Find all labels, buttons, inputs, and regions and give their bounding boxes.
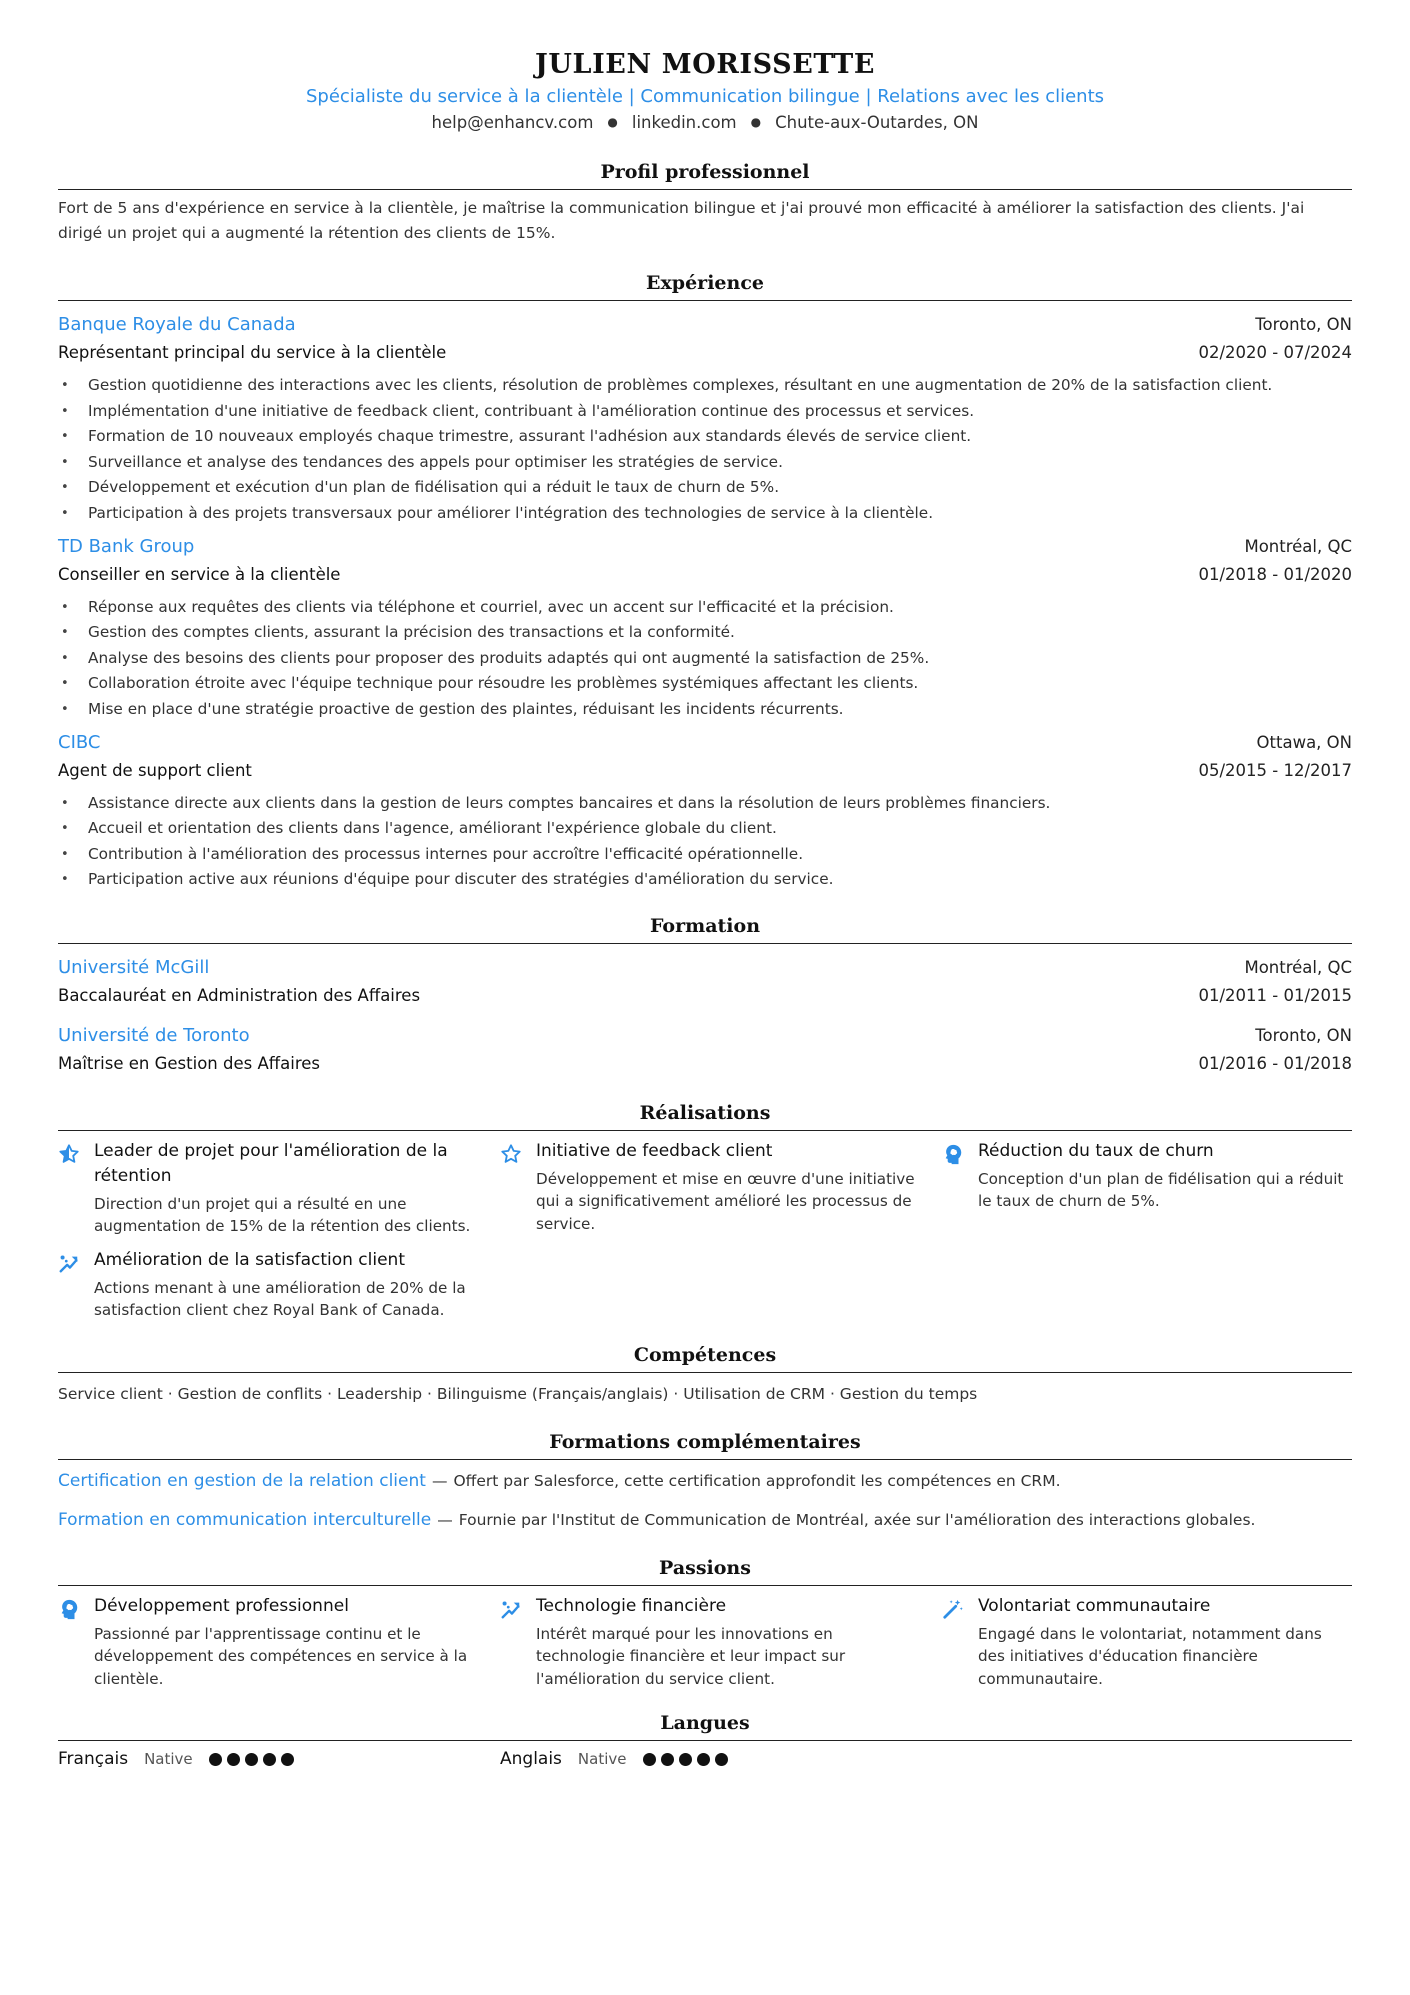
course-title[interactable]: Formation en communication interculturelle [58,1509,432,1530]
achievement-desc: Conception d'un plan de fidélisation qui a réduit le taux de churn de 5%. [978,1169,1344,1211]
section-title: Compétences [58,1342,1352,1373]
bullet-item: • Gestion quotidienne des interactions avec les clients, résolution de problèmes complexes, résultant en une augmentation de 20% de la satisfaction client. [58,373,1352,399]
em-dash: — [437,1510,453,1529]
passion-item [500,1594,942,1691]
bullet-item: • Surveillance et analyse des tendances des appels pour optimiser les stratégies de service. [58,450,1352,476]
job-dates: 01/2018 - 01/2020 [1198,564,1352,584]
contact-email[interactable]: help@enhancv.com [431,113,594,132]
section-title: Langues [58,1710,1352,1741]
section-passions [58,1555,1352,1691]
course-item [58,1507,1352,1533]
achievement-title: Amélioration de la satisfaction client [94,1249,405,1270]
proficiency-dot [643,1753,656,1766]
course-item [58,1468,1352,1494]
section-title: Expérience [58,270,1352,301]
experience-entry [58,533,1352,723]
candidate-name: JULIEN MORISSETTE [534,49,876,80]
star-outline-icon [500,1139,536,1238]
proficiency-dots [643,1753,728,1766]
bullet-item: • Collaboration étroite avec l'équipe technique pour résoudre les problèmes systémiques affectant les clients. [58,671,1352,697]
proficiency-dot [661,1753,674,1766]
school-name[interactable]: Université McGill [58,956,210,978]
job-bullets [58,373,1352,527]
bullet-item: • Participation à des projets transversaux pour améliorer l'intégration des technologies de service à la clientèle. [58,501,1352,527]
bullet-item: • Gestion des comptes clients, assurant la précision des transactions et la conformité. [58,620,1352,646]
bullet-item: • Développement et exécution d'un plan de fidélisation qui a réduit le taux de churn de 5%. [58,475,1352,501]
bullet-item: • Analyse des besoins des clients pour proposer des produits adaptés qui ont augmenté la satisfaction de 25%. [58,646,1352,672]
job-location: Montréal, QC [1244,536,1352,556]
school-location: Toronto, ON [1255,1025,1352,1045]
company-name[interactable]: TD Bank Group [58,535,195,557]
achievement-desc: Direction d'un projet qui a résulté en une augmentation de 15% de la rétention des clients. [94,1194,471,1236]
resume-page [58,48,1352,1769]
head-brain-icon [58,1594,94,1691]
section-achievements [58,1100,1352,1322]
contact-line [58,110,1352,135]
job-bullets [58,791,1352,893]
experience-entry [58,311,1352,527]
bullet-item: • Mise en place d'une stratégie proactive de gestion des plaintes, réduisant les incidents récurrents. [58,697,1352,723]
resume-header [58,48,1352,135]
skills-list: Service client · Gestion de conflits · Leadership · Bilinguisme (Français/anglais) · Utilisation de CRM · Gestion du temps [58,1384,978,1403]
education-dates: 01/2016 - 01/2018 [1198,1053,1352,1073]
degree-title: Maîtrise en Gestion des Affaires [58,1053,320,1073]
company-name[interactable]: Banque Royale du Canada [58,314,296,335]
course-desc: Offert par Salesforce, cette certification approfondit les compétences en CRM. [453,1471,1061,1490]
candidate-headline: Spécialiste du service à la clientèle | Communication bilingue | Relations avec les clients [305,86,1105,107]
section-title: Formations complémentaires [58,1429,1352,1460]
job-location: Toronto, ON [1255,315,1352,334]
achievement-item [58,1248,500,1322]
proficiency-dot [263,1753,276,1766]
proficiency-dot [227,1753,240,1766]
bullet-item: • Accueil et orientation des clients dans l'agence, améliorant l'expérience globale du client. [58,816,1352,842]
passion-title: Technologie financière [536,1595,727,1616]
passion-desc: Passionné par l'apprentissage continu et le développement des compétences en service à la clientèle. [94,1624,468,1688]
proficiency-dot [245,1753,258,1766]
degree-title: Baccalauréat en Administration des Affaires [58,985,421,1005]
course-title[interactable]: Certification en gestion de la relation client [58,1470,426,1491]
achievement-title: Réduction du taux de churn [978,1140,1214,1161]
achievement-desc: Actions menant à une amélioration de 20% de la satisfaction client chez Royal Bank of Canada. [94,1278,466,1320]
growth-arrow-icon [500,1594,536,1691]
contact-linkedin[interactable]: linkedin.com [631,113,737,132]
course-desc: Fournie par l'Institut de Communication de Montréal, axée sur l'amélioration des interactions globales. [458,1510,1256,1529]
achievement-title: Leader de projet pour l'amélioration de la rétention [94,1140,448,1186]
job-dates: 02/2020 - 07/2024 [1198,343,1352,362]
proficiency-dots [209,1753,294,1766]
contact-location: Chute-aux-Outardes, ON [775,113,979,132]
proficiency-dot [281,1753,294,1766]
section-skills [58,1342,1352,1407]
section-courses [58,1429,1352,1533]
education-entry [58,954,1352,1010]
section-title: Passions [58,1555,1352,1586]
passion-title: Volontariat communautaire [978,1595,1211,1616]
language-item [500,1749,942,1769]
passion-title: Développement professionnel [94,1595,349,1616]
bullet-item: • Participation active aux réunions d'équipe pour discuter des stratégies d'amélioration du service. [58,867,1352,893]
passion-item [942,1594,1352,1691]
achievement-item [58,1139,500,1238]
section-title: Formation [58,913,1352,944]
company-name[interactable]: CIBC [58,731,101,753]
achievement-title: Initiative de feedback client [536,1140,773,1161]
school-location: Montréal, QC [1244,957,1352,977]
profile-summary: Fort de 5 ans d'expérience en service à la clientèle, je maîtrise la communication bilingue et j'ai prouvé mon efficacité à améliorer la satisfaction des clients. J'ai dirigé un projet qui a augmenté la rétention des clients de 15%. [58,199,1305,242]
bullet-item: • Assistance directe aux clients dans la gestion de leurs comptes bancaires et dans la résolution de leurs problèmes financiers. [58,791,1352,817]
language-name: Anglais [500,1749,562,1770]
bullet-item: • Implémentation d'une initiative de feedback client, contribuant à l'amélioration continue des processus et services. [58,399,1352,425]
section-education [58,913,1352,1078]
achievement-item [942,1139,1352,1238]
achievement-item [500,1139,942,1238]
section-languages [58,1710,1352,1769]
separator-dot: ● [750,115,762,129]
job-title: Représentant principal du service à la clientèle [58,343,447,362]
proficiency-dot [679,1753,692,1766]
section-title: Réalisations [58,1100,1352,1131]
proficiency-dot [697,1753,710,1766]
language-name: Français [58,1749,129,1770]
job-location: Ottawa, ON [1256,732,1352,752]
em-dash: — [431,1471,448,1490]
bullet-item: • Contribution à l'amélioration des processus internes pour accroître l'efficacité opérationnelle. [58,842,1352,868]
head-brain-icon [942,1139,978,1238]
section-title: Profil professionnel [58,159,1352,190]
education-entry [58,1022,1352,1078]
language-level: Native [577,1750,627,1769]
passion-item [58,1594,500,1691]
job-title: Conseiller en service à la clientèle [58,564,341,584]
job-title: Agent de support client [58,760,252,780]
language-level: Native [144,1750,193,1769]
job-bullets [58,595,1352,723]
bullet-item: • Formation de 10 nouveaux employés chaque trimestre, assurant l'adhésion aux standards élevés de service client. [58,424,1352,450]
star-half-icon [58,1139,94,1238]
proficiency-dot [209,1753,222,1766]
bullet-item: • Réponse aux requêtes des clients via téléphone et courriel, avec un accent sur l'efficacité et la précision. [58,595,1352,621]
passion-desc: Engagé dans le volontariat, notamment dans des initiatives d'éducation financière communautaire. [978,1624,1322,1688]
growth-arrow-icon [58,1248,94,1322]
language-item [58,1749,500,1769]
school-name[interactable]: Université de Toronto [58,1024,250,1046]
job-dates: 05/2015 - 12/2017 [1198,760,1352,780]
proficiency-dot [715,1753,728,1766]
experience-entry [58,729,1352,893]
passion-desc: Intérêt marqué pour les innovations en technologie financière et leur impact sur l'amélioration du service client. [536,1624,846,1688]
separator-dot: ● [607,115,618,129]
section-experience [58,270,1352,893]
achievement-desc: Développement et mise en œuvre d'une initiative qui a significativement amélioré les processus de service. [536,1169,915,1233]
education-dates: 01/2011 - 01/2015 [1198,985,1352,1005]
magic-wand-icon [942,1594,978,1691]
section-profile [58,159,1352,246]
